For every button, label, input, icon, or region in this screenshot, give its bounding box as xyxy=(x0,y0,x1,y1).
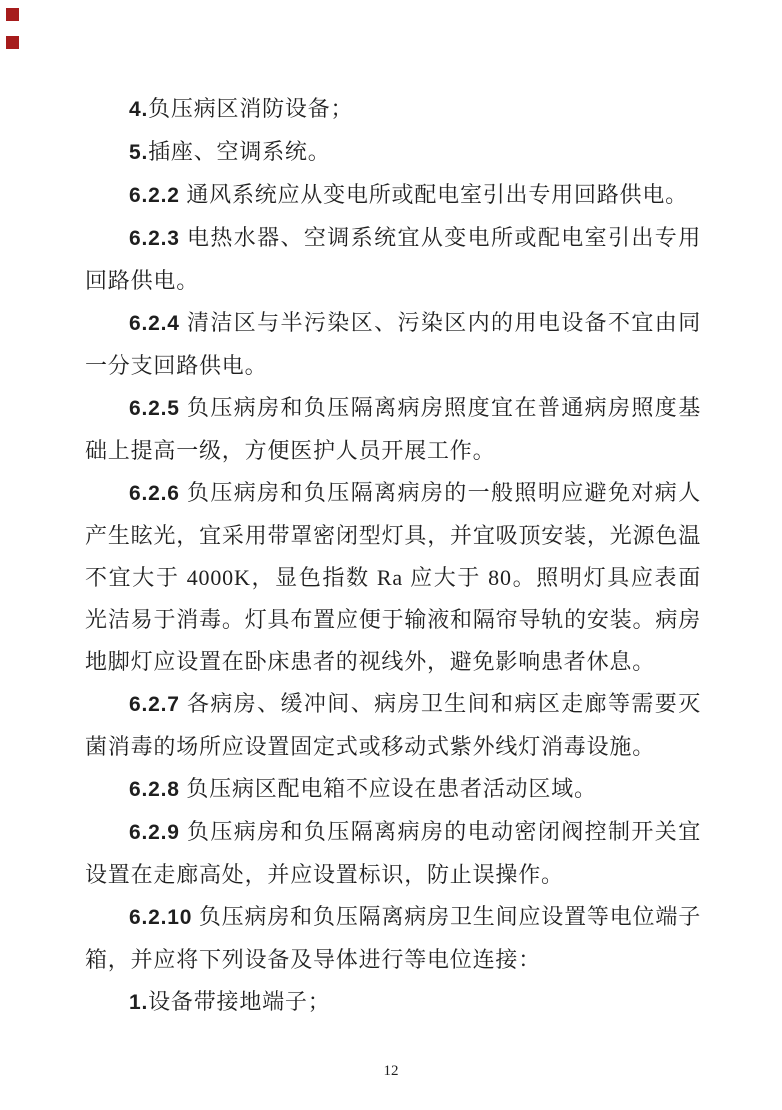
section-number: 4. xyxy=(129,98,149,121)
page-number: 12 xyxy=(383,1063,399,1079)
paragraph xyxy=(85,472,701,683)
red-marker-bottom xyxy=(6,36,19,49)
section-number: 6.2.7 xyxy=(129,693,187,716)
paragraph-text: 负压病房和负压隔离病房的一般照明应避免对病人产生眩光，宜采用带罩密闭型灯具，并宜吸顶安装，光源色温不宜大于 4000K，显色指数 Ra 应大于 80。照明灯具应表面光洁易于消毒。灯具布置应便于输液和隔帘导轨的安装。病房地脚灯应设置在卧床患者的视线外，避免影响患者休息。 xyxy=(85,480,701,674)
paragraph-text: 电热水器、空调系统宜从变电所或配电室引出专用回路供电。 xyxy=(85,225,701,293)
paragraph-text: 清洁区与半污染区、污染区内的用电设备不宜由同一分支回路供电。 xyxy=(85,310,701,378)
paragraph xyxy=(85,217,701,302)
section-number: 6.2.5 xyxy=(129,397,187,420)
paragraph xyxy=(85,302,701,387)
paragraph-text: 设备带接地端子； xyxy=(148,989,331,1014)
paragraph xyxy=(85,768,701,811)
document-body xyxy=(85,88,701,1024)
section-number: 6.2.4 xyxy=(129,312,187,335)
paragraph-text: 负压病区配电箱不应设在患者活动区域。 xyxy=(186,776,597,801)
section-number: 6.2.8 xyxy=(129,778,187,801)
paragraph-text: 负压病房和负压隔离病房卫生间应设置等电位端子箱，并应将下列设备及导体进行等电位连接： xyxy=(85,904,701,972)
paragraph xyxy=(85,387,701,472)
paragraph xyxy=(85,896,701,981)
paragraph-text: 负压病房和负压隔离病房的电动密闭阀控制开关宜设置在走廊高处，并应设置标识，防止误操作。 xyxy=(85,819,701,887)
section-number: 6.2.6 xyxy=(129,482,187,505)
section-number: 1. xyxy=(129,991,149,1014)
paragraph xyxy=(85,981,701,1024)
paragraph-text: 负压病区消防设备； xyxy=(148,96,354,121)
paragraph-text: 各病房、缓冲间、病房卫生间和病区走廊等需要灭菌消毒的场所应设置固定式或移动式紫外线灯消毒设施。 xyxy=(85,691,701,759)
paragraph xyxy=(85,683,701,768)
paragraph xyxy=(85,88,701,131)
section-number: 5. xyxy=(129,141,149,164)
paragraph xyxy=(85,174,701,217)
section-number: 6.2.9 xyxy=(129,821,187,844)
paragraph-text: 插座、空调系统。 xyxy=(148,139,331,164)
section-number: 6.2.10 xyxy=(129,906,199,929)
section-number: 6.2.3 xyxy=(129,227,187,250)
red-marker-top xyxy=(6,8,19,21)
section-number: 6.2.2 xyxy=(129,184,187,207)
paragraph-text: 负压病房和负压隔离病房照度宜在普通病房照度基础上提高一级，方便医护人员开展工作。 xyxy=(85,395,701,463)
paragraph xyxy=(85,811,701,896)
paragraph xyxy=(85,131,701,174)
paragraph-text: 通风系统应从变电所或配电室引出专用回路供电。 xyxy=(186,182,688,207)
